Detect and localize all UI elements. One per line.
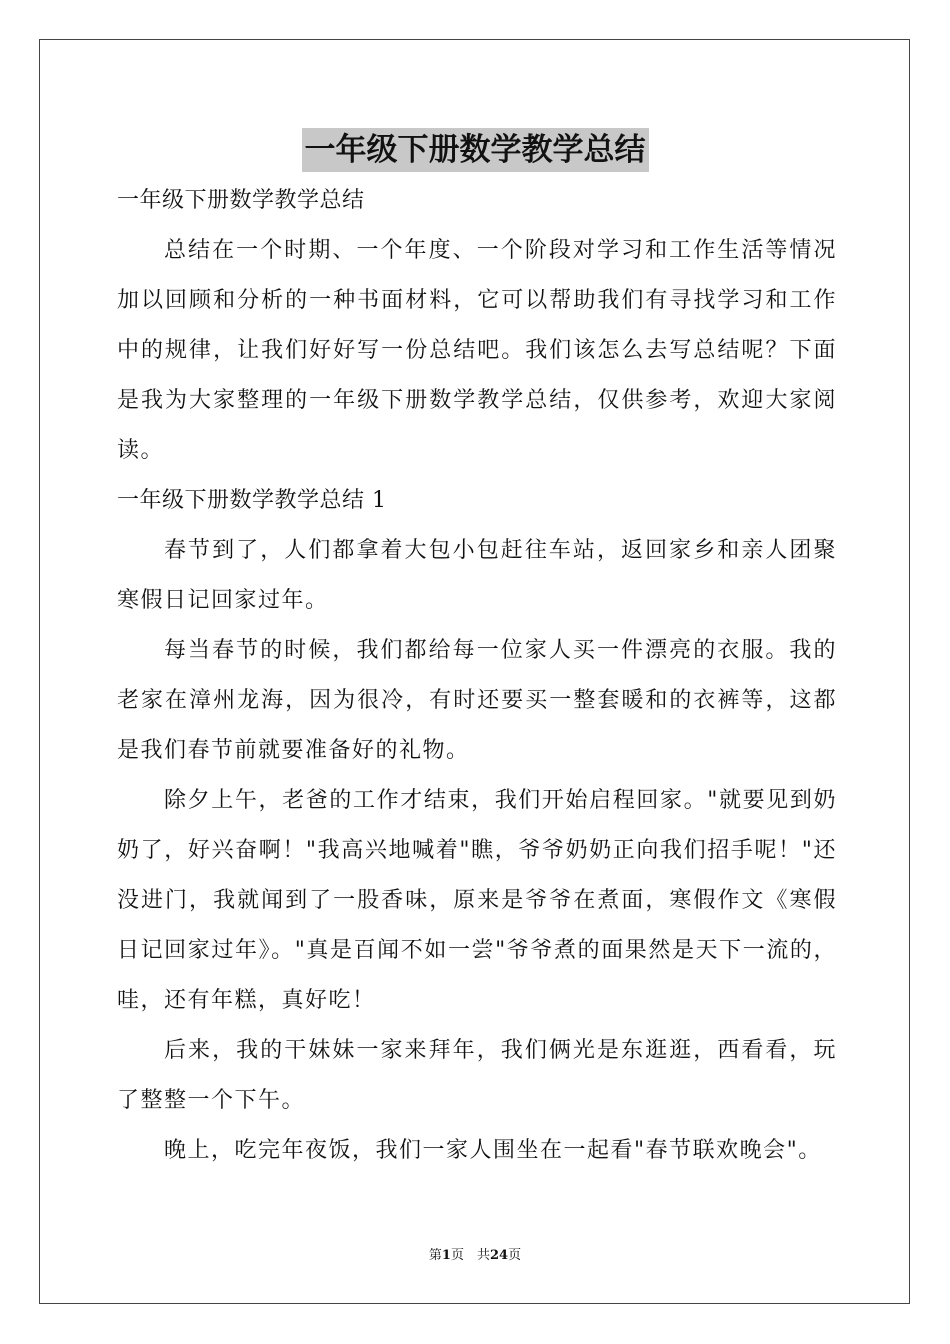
body-paragraph: 晚上，吃完年夜饭，我们一家人围坐在一起看"春节联欢晚会"。 <box>164 1138 822 1163</box>
body-paragraph: 后来，我的干妹妹一家来拜年，我们俩光是东逛逛，西看看，玩了整整一个下午。 <box>117 1038 837 1113</box>
footer-page-prefix: 第 <box>428 1248 442 1263</box>
footer-page-mid: 页 共 <box>450 1248 490 1263</box>
footer-current-page: 1 <box>441 1248 451 1263</box>
document-subtitle: 一年级下册数学教学总结 <box>117 188 365 213</box>
intro-paragraph: 总结在一个时期、一个年度、一个阶段对学习和工作生活等情况加以回顾和分析的一种书面材料，它可以帮助我们有寻找学习和工作中的规律，让我们好好写一份总结吧。我们该怎么去写总结呢？下面是我为大家整理的一年级下册数学教学总结，仅供参考，欢迎大家阅读。 <box>117 238 837 463</box>
page-footer <box>0 1246 950 1266</box>
section-heading: 一年级下册数学教学总结 1 <box>117 488 387 513</box>
document-title: 一年级下册数学教学总结 <box>302 128 649 172</box>
body-paragraph: 每当春节的时候，我们都给每一位家人买一件漂亮的衣服。我的老家在漳州龙海，因为很冷，有时还要买一整套暖和的衣裤等，这都是我们春节前就要准备好的礼物。 <box>117 638 837 763</box>
footer-page-suffix: 页 <box>508 1248 522 1263</box>
body-paragraph: 春节到了，人们都拿着大包小包赶往车站，返回家乡和亲人团聚寒假日记回家过年。 <box>117 538 837 613</box>
body-paragraph: 除夕上午，老爸的工作才结束，我们开始启程回家。"就要见到奶奶了，好兴奋啊！"我高兴地喊着"瞧，爷爷奶奶正向我们招手呢！"还没进门，我就闻到了一股香味，原来是爷爷在煮面，寒假作文《寒假日记回家过年》。"真是百闻不如一尝"爷爷煮的面果然是天下一流的，哇，还有年糕，真好吃！ <box>117 788 837 1013</box>
document-body <box>117 176 837 1176</box>
title-container <box>0 128 950 172</box>
footer-total-pages: 24 <box>489 1248 509 1263</box>
